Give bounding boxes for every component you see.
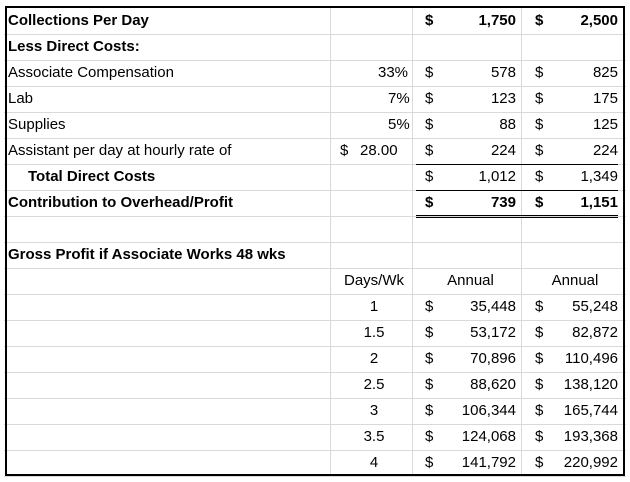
value-cell: 88	[499, 116, 516, 133]
dollar-sign: $	[425, 116, 434, 133]
dollar-sign: $	[425, 168, 434, 185]
value-cell: 124,068	[461, 428, 516, 445]
total-direct-row	[4, 164, 626, 191]
value-cell: 141,792	[461, 454, 516, 471]
percent-cell: 33%	[378, 64, 409, 81]
value-cell: 53,172	[470, 324, 516, 341]
section-label: Less Direct Costs:	[8, 38, 140, 55]
gross-profit-title: Gross Profit if Associate Works 48 wks	[8, 246, 286, 263]
gross-profit-title-row	[4, 242, 626, 269]
value-cell: 106,344	[461, 402, 516, 419]
value-cell: 138,120	[563, 376, 618, 393]
gross-profit-row	[4, 346, 626, 373]
dollar-sign: $	[535, 376, 544, 393]
dollar-sign: $	[535, 142, 544, 159]
dollar-sign: $	[535, 402, 544, 419]
header-row	[4, 268, 626, 295]
value-cell: 88,620	[470, 376, 516, 393]
dollar-sign: $	[425, 324, 434, 341]
total-label: Total Direct Costs	[28, 168, 156, 185]
annual-header: Annual	[447, 272, 494, 289]
value-cell: 1,349	[580, 168, 618, 185]
row-label: Assistant per day at hourly rate of	[8, 142, 232, 159]
dollar-sign: $	[425, 12, 434, 29]
dollar-sign: $	[535, 454, 544, 471]
less-direct-row	[4, 34, 626, 61]
value-cell: 220,992	[563, 454, 618, 471]
dollar-sign: $	[425, 90, 434, 107]
dollar-sign: $	[425, 194, 434, 211]
days-cell: 2.5	[363, 376, 385, 393]
percent-cell: 5%	[388, 116, 410, 133]
dollar-sign: $	[425, 142, 434, 159]
dollar-sign: $	[425, 428, 434, 445]
lab-row	[4, 86, 626, 113]
gross-profit-row	[4, 450, 626, 477]
gross-profit-row	[4, 294, 626, 321]
days-cell: 1.5	[363, 324, 385, 341]
value-cell: 35,448	[470, 298, 516, 315]
value-cell: 224	[490, 142, 516, 159]
dollar-sign: $	[535, 324, 544, 341]
dollar-sign: $	[425, 402, 434, 419]
gross-profit-row	[4, 372, 626, 399]
days-cell: 1	[369, 298, 379, 315]
dollar-sign: $	[535, 90, 544, 107]
value-cell: 1,012	[478, 168, 516, 185]
value-cell: 825	[592, 64, 618, 81]
value-cell: 123	[490, 90, 516, 107]
value-cell: 110,496	[564, 350, 618, 367]
gross-profit-row	[4, 424, 626, 451]
gross-profit-row	[4, 398, 626, 425]
dollar-sign: $	[535, 194, 544, 211]
row-label: Supplies	[8, 116, 66, 133]
value-cell: 578	[490, 64, 516, 81]
dollar-sign: $	[425, 298, 434, 315]
annual-header: Annual	[551, 272, 599, 289]
days-cell: 2	[369, 350, 379, 367]
dollar-sign: $	[535, 116, 544, 133]
contribution-row	[4, 190, 626, 217]
hourly-rate: 28.00	[360, 142, 398, 159]
collections-label: Collections Per Day	[8, 12, 149, 29]
supplies-row	[4, 112, 626, 139]
value-cell: 193,368	[563, 428, 618, 445]
days-cell: 4	[369, 454, 379, 471]
contribution-label: Contribution to Overhead/Profit	[8, 194, 233, 211]
assistant-row	[4, 138, 626, 165]
value-cell: 739	[490, 194, 516, 211]
value-cell: 2,500	[580, 12, 618, 29]
gross-profit-row	[4, 320, 626, 347]
value-cell: 1,750	[478, 12, 516, 29]
value-cell: 125	[592, 116, 618, 133]
value-cell: 1,151	[580, 194, 618, 211]
dollar-sign: $	[535, 350, 544, 367]
value-cell: 175	[592, 90, 618, 107]
rate-dollar: $	[340, 142, 349, 159]
row-label: Lab	[8, 90, 34, 107]
dollar-sign: $	[535, 428, 544, 445]
dollar-sign: $	[425, 376, 434, 393]
dollar-sign: $	[535, 298, 544, 315]
dollar-sign: $	[425, 64, 434, 81]
percent-cell: 7%	[388, 90, 410, 107]
value-cell: 70,896	[470, 350, 516, 367]
associate-row	[4, 60, 626, 87]
dollar-sign: $	[535, 168, 544, 185]
dollar-sign: $	[425, 350, 434, 367]
collections-row	[4, 8, 626, 35]
days-header: Days/Wk	[344, 272, 404, 289]
dollar-sign: $	[535, 64, 544, 81]
value-cell: 224	[592, 142, 618, 159]
blank-row	[4, 216, 626, 243]
dollar-sign: $	[535, 12, 544, 29]
value-cell: 165,744	[563, 402, 618, 419]
row-label: Associate Compensation	[8, 64, 174, 81]
value-cell: 55,248	[572, 298, 618, 315]
days-cell: 3.5	[363, 428, 385, 445]
value-cell: 82,872	[572, 324, 618, 341]
dollar-sign: $	[425, 454, 434, 471]
days-cell: 3	[369, 402, 379, 419]
